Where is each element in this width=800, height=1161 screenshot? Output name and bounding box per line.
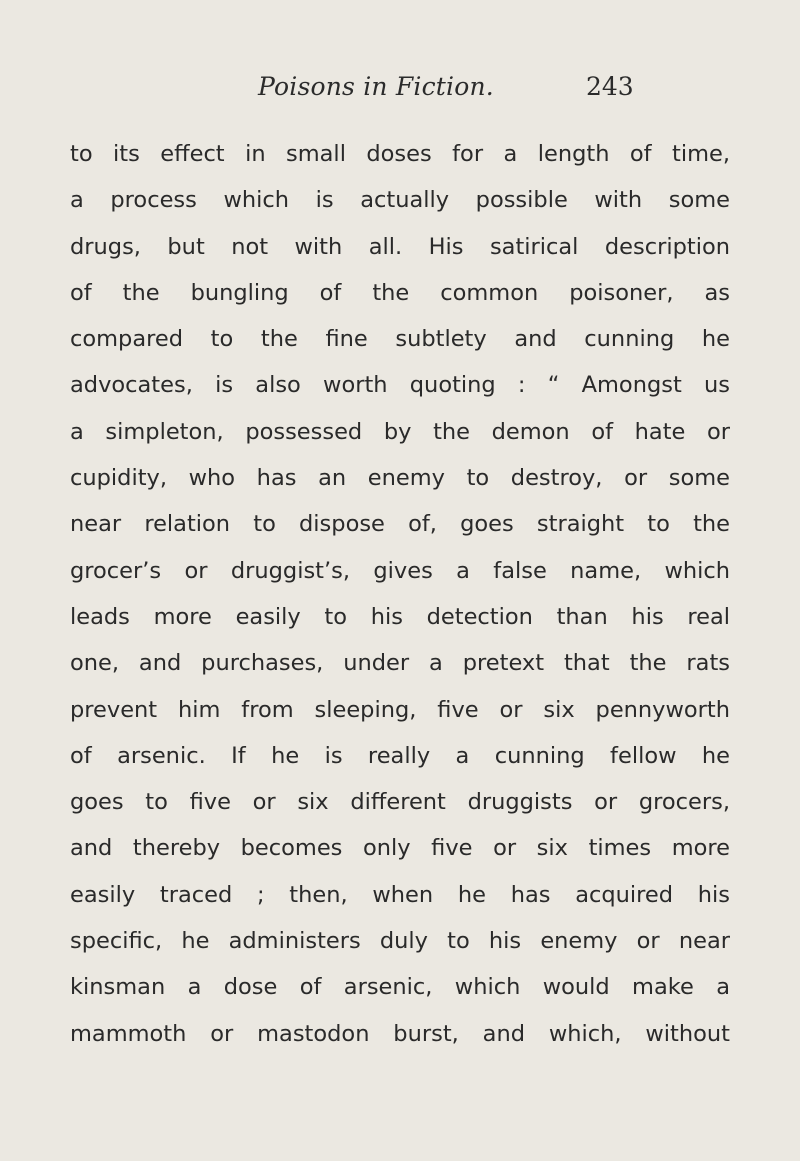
text-line: and thereby becomes only five or six times more (70, 835, 730, 862)
running-head (0, 72, 800, 112)
page-number: 243 (586, 72, 634, 101)
text-line: cupidity, who has an enemy to destroy, or some (70, 465, 730, 492)
text-line: goes to five or six different druggists or grocers, (70, 789, 730, 816)
text-line: of the bungling of the common poisoner, as (70, 279, 730, 306)
text-line: specific, he administers duly to his enemy or near (70, 928, 730, 955)
text-line: a process which is actually possible with some (70, 187, 730, 214)
text-line: drugs, but not with all. His satirical description (70, 233, 730, 260)
text-line: a simpleton, possessed by the demon of hate or (70, 418, 730, 445)
text-line: advocates, is also worth quoting : “ Amongst us (70, 372, 730, 399)
text-line: to its effect in small doses for a length of time, (70, 141, 730, 167)
text-line: compared to the fine subtlety and cunning he (70, 326, 730, 353)
running-title: Poisons in Fiction. (258, 72, 494, 101)
text-line: near relation to dispose of, goes straight to the (70, 511, 730, 538)
text-line: mammoth or mastodon burst, and which, without (70, 1020, 730, 1047)
text-line: leads more easily to his detection than his real (70, 603, 730, 630)
text-line: prevent him from sleeping, five or six pennyworth (70, 696, 730, 723)
text-line: one, and purchases, under a pretext that the rats (70, 650, 730, 677)
body-text (70, 131, 730, 1057)
text-line: of arsenic. If he is really a cunning fellow he (70, 742, 730, 769)
text-line: grocer’s or druggist’s, gives a false name, which (70, 557, 730, 584)
text-line: kinsman a dose of arsenic, which would make a (70, 974, 730, 1001)
text-line: easily traced ; then, when he has acquired his (70, 881, 730, 908)
